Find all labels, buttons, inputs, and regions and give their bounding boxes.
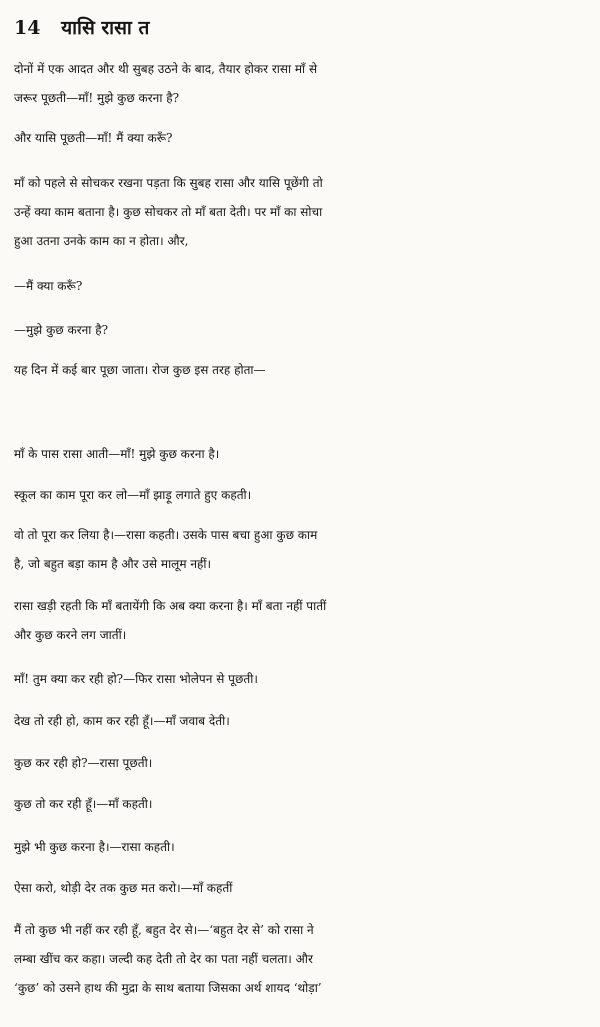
text-line: स्कूल का काम पूरा कर लो—माँ झाड़ू लगाते हुए कहती।: [14, 488, 252, 502]
paragraph: [14, 316, 588, 345]
paragraph: [14, 356, 588, 385]
page-header: [14, 14, 149, 40]
text-line: ऐसा करो, थोड़ी देर तक कुछ मत करो।—माँ कहतीं: [14, 881, 233, 895]
paragraph: [14, 481, 588, 510]
text-line: —मैं क्या करूँ?: [14, 279, 83, 293]
text-line: मुझे भी कुछ करना है।—रासा कहती।: [14, 840, 175, 854]
paragraph: [14, 665, 588, 694]
text-line: उन्हें क्या काम बताना है। कुछ सोचकर तो माँ बता देती। पर माँ का सोचा: [14, 205, 323, 219]
text-line: लम्बा खींच कर कहा। जल्दी कह देती तो देर का पता नहीं चलता। और: [14, 952, 313, 966]
paragraph: [14, 592, 588, 650]
text-line: माँ के पास रासा आती—माँ! मुझे कुछ करना है।: [14, 447, 220, 461]
paragraph: [14, 272, 588, 301]
text-line: रासा खड़ी रहती कि माँ बतायेंगी कि अब क्या करना है। माँ बता नहीं पातीं: [14, 599, 327, 613]
text-line: है, जो बहुत बड़ा काम है और उसे मालूम नहीं।: [14, 557, 212, 571]
paragraph: [14, 874, 588, 903]
text-line: कुछ तो कर रही हूँ।—माँ कहती।: [14, 797, 153, 811]
text-line: और यासि पूछती—माँ! मैं क्या करूँ?: [14, 131, 173, 145]
paragraph: [14, 749, 588, 778]
text-line: दोनों में एक आदत और थी सुबह उठने के बाद, तैयार होकर रासा माँ से: [14, 62, 318, 76]
text-line: —मुझे कुछ करना है?: [14, 323, 109, 337]
paragraph: [14, 440, 588, 469]
text-line: कुछ कर रही हो?—रासा पूछती।: [14, 756, 153, 770]
text-line: मैं तो कुछ भी नहीं कर रही हूँ, बहुत देर से।—‘बहुत देर से’ को रासा ने: [14, 923, 314, 937]
paragraph: [14, 916, 588, 1003]
paragraph: [14, 55, 588, 113]
paragraph: [14, 521, 588, 579]
running-title: यासि रासा त: [61, 17, 150, 39]
text-line: जरूर पूछती—माँ! मुझे कुछ करना है?: [14, 91, 180, 105]
paragraph: [14, 790, 588, 819]
text-line: माँ को पहले से सोचकर रखना पड़ता कि सुबह रासा और यासि पूछेंगी तो: [14, 176, 323, 190]
text-line: देख तो रही हो, काम कर रही हूँ।—माँ जवाब देती।: [14, 714, 230, 728]
text-line: ‘कुछ’ को उसने हाथ की मुद्रा के साथ बताया जिसका अर्थ शायद ‘थोड़ा’: [14, 981, 322, 995]
text-line: और कुछ करने लग जातीं।: [14, 628, 127, 642]
text-line: यह दिन में कई बार पूछा जाता। रोज कुछ इस तरह होता—: [14, 363, 266, 377]
page-number: 14: [14, 17, 41, 39]
paragraph: [14, 707, 588, 736]
text-line: माँ! तुम क्या कर रही हो?—फिर रासा भोलेपन से पूछती।: [14, 672, 258, 686]
paragraph: [14, 169, 588, 256]
paragraph: [14, 833, 588, 862]
text-line: हुआ उतना उनके काम का न होता। और,: [14, 234, 189, 248]
paragraph: [14, 124, 588, 153]
text-line: वो तो पूरा कर लिया है।—रासा कहती। उसके पास बचा हुआ कुछ काम: [14, 528, 318, 542]
